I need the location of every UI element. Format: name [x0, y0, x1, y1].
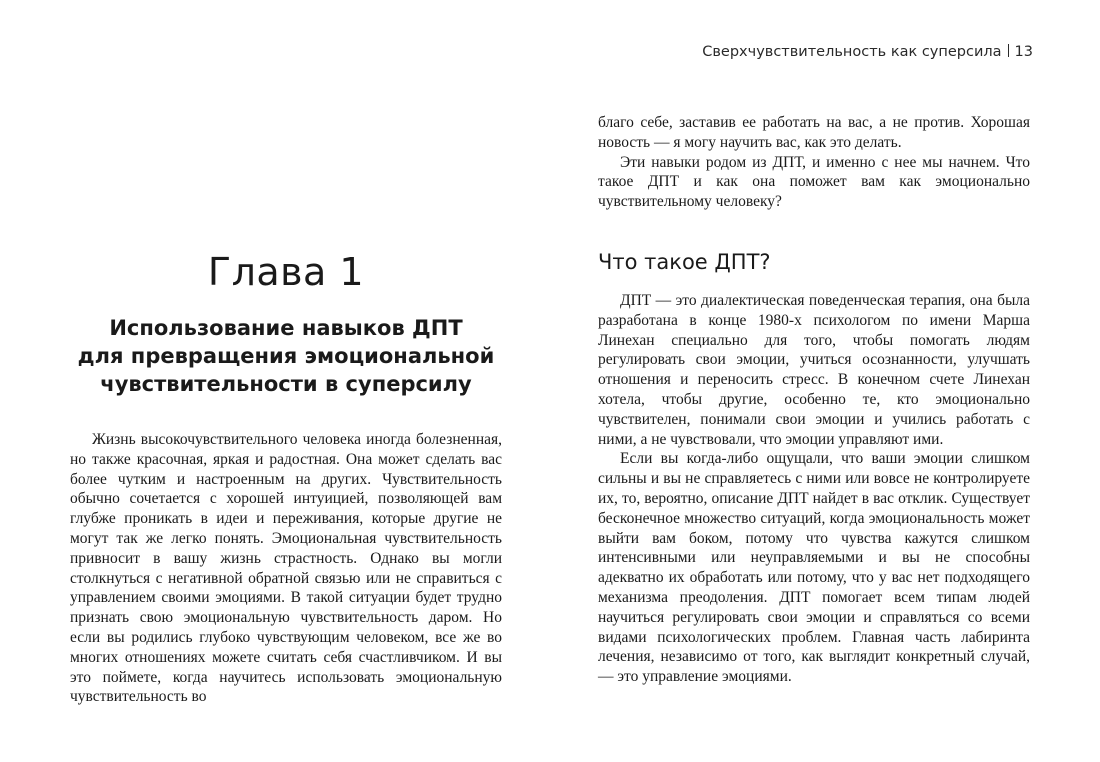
chapter-subtitle — [70, 314, 502, 398]
body-paragraph: Жизнь высокочувствительного человека иногда болезненная, но также красочная, яркая и радостная. Она может сделать вас более чутким и настроенным на других. Чувствительность обычно сочетается с хорошей интуицией, позволяющей вам глубже проникать в идеи и переживания, которые другие не могут так же легко понять. Эмоциональная чувствительность привносит в вашу жизнь страстность. Однако вы могли столкнуться с негативной обратной связью или не справиться с управлением своими эмоциями. В такой ситуации будет трудно признать свою эмоциональную чувствительность даром. Но если вы родились глубоко чувствующим человеком, все же во многих отношениях можете считать себя счастливчиком. И вы это поймете, когда научитесь использовать эмоциональную чувствительность во — [70, 431, 502, 706]
left-page — [70, 0, 502, 762]
right-top-text — [598, 113, 1030, 212]
left-body-text — [70, 430, 502, 707]
body-paragraph: Если вы когда-либо ощущали, что ваши эмоции слишком сильны и вы не справляетесь с ними или вовсе не контролируете их, то, вероятно, описание ДПТ найдет в вас отклик. Существует бесконечное множество ситуаций, когда эмоциональность может выйти вам боком, потому что чувства кажутся слишком интенсивными или неуправляемыми и вы не способны адекватно их обработать или потому, что у вас нет подходящего механизма преодоления. ДПТ помогает всем типам людей научиться регулировать свои эмоции и справляться со всеми видами психологических проблем. Главная часть лабиринта лечения, независимо от того, как выглядит конкретный случай, — это управление эмоциями. — [598, 450, 1030, 686]
page-number: 13 — [1014, 44, 1033, 60]
right-body-text — [598, 291, 1030, 687]
chapter-subtitle-line: Использование навыков ДПТ — [109, 316, 463, 340]
body-paragraph: ДПТ — это диалектическая поведенческая терапия, она была разработана в конце 1980-х психологом по имени Марша Линехан специально для того, чтобы помогать людям регулировать свои эмоции, учиться осознанности, улучшать отношения и переносить стресс. В конечном счете Линехан хотела, чтобы другие, особенно те, кто эмоционально чувствителен, понимали свои эмоции и учились работать с ними, а не чувствовали, что эмоции управляют ими. — [598, 292, 1030, 448]
chapter-title: Глава 1 — [207, 250, 365, 294]
section-heading: Что такое ДПТ? — [598, 250, 771, 274]
running-title: Сверхчувствительность как суперсила — [702, 44, 1002, 60]
body-paragraph: Эти навыки родом из ДПТ, и именно с нее мы начнем. Что такое ДПТ и как она поможет вам как эмоционально чувствительному человеку? — [598, 153, 1030, 211]
body-paragraph: благо себе, заставив ее работать на вас, а не против. Хорошая новость — я могу научить вас, как это делать. — [598, 114, 1030, 151]
right-page — [598, 0, 1030, 762]
chapter-subtitle-line: для превращения эмоциональной — [77, 344, 495, 368]
chapter-subtitle-line: чувствительности в суперсилу — [100, 372, 472, 396]
